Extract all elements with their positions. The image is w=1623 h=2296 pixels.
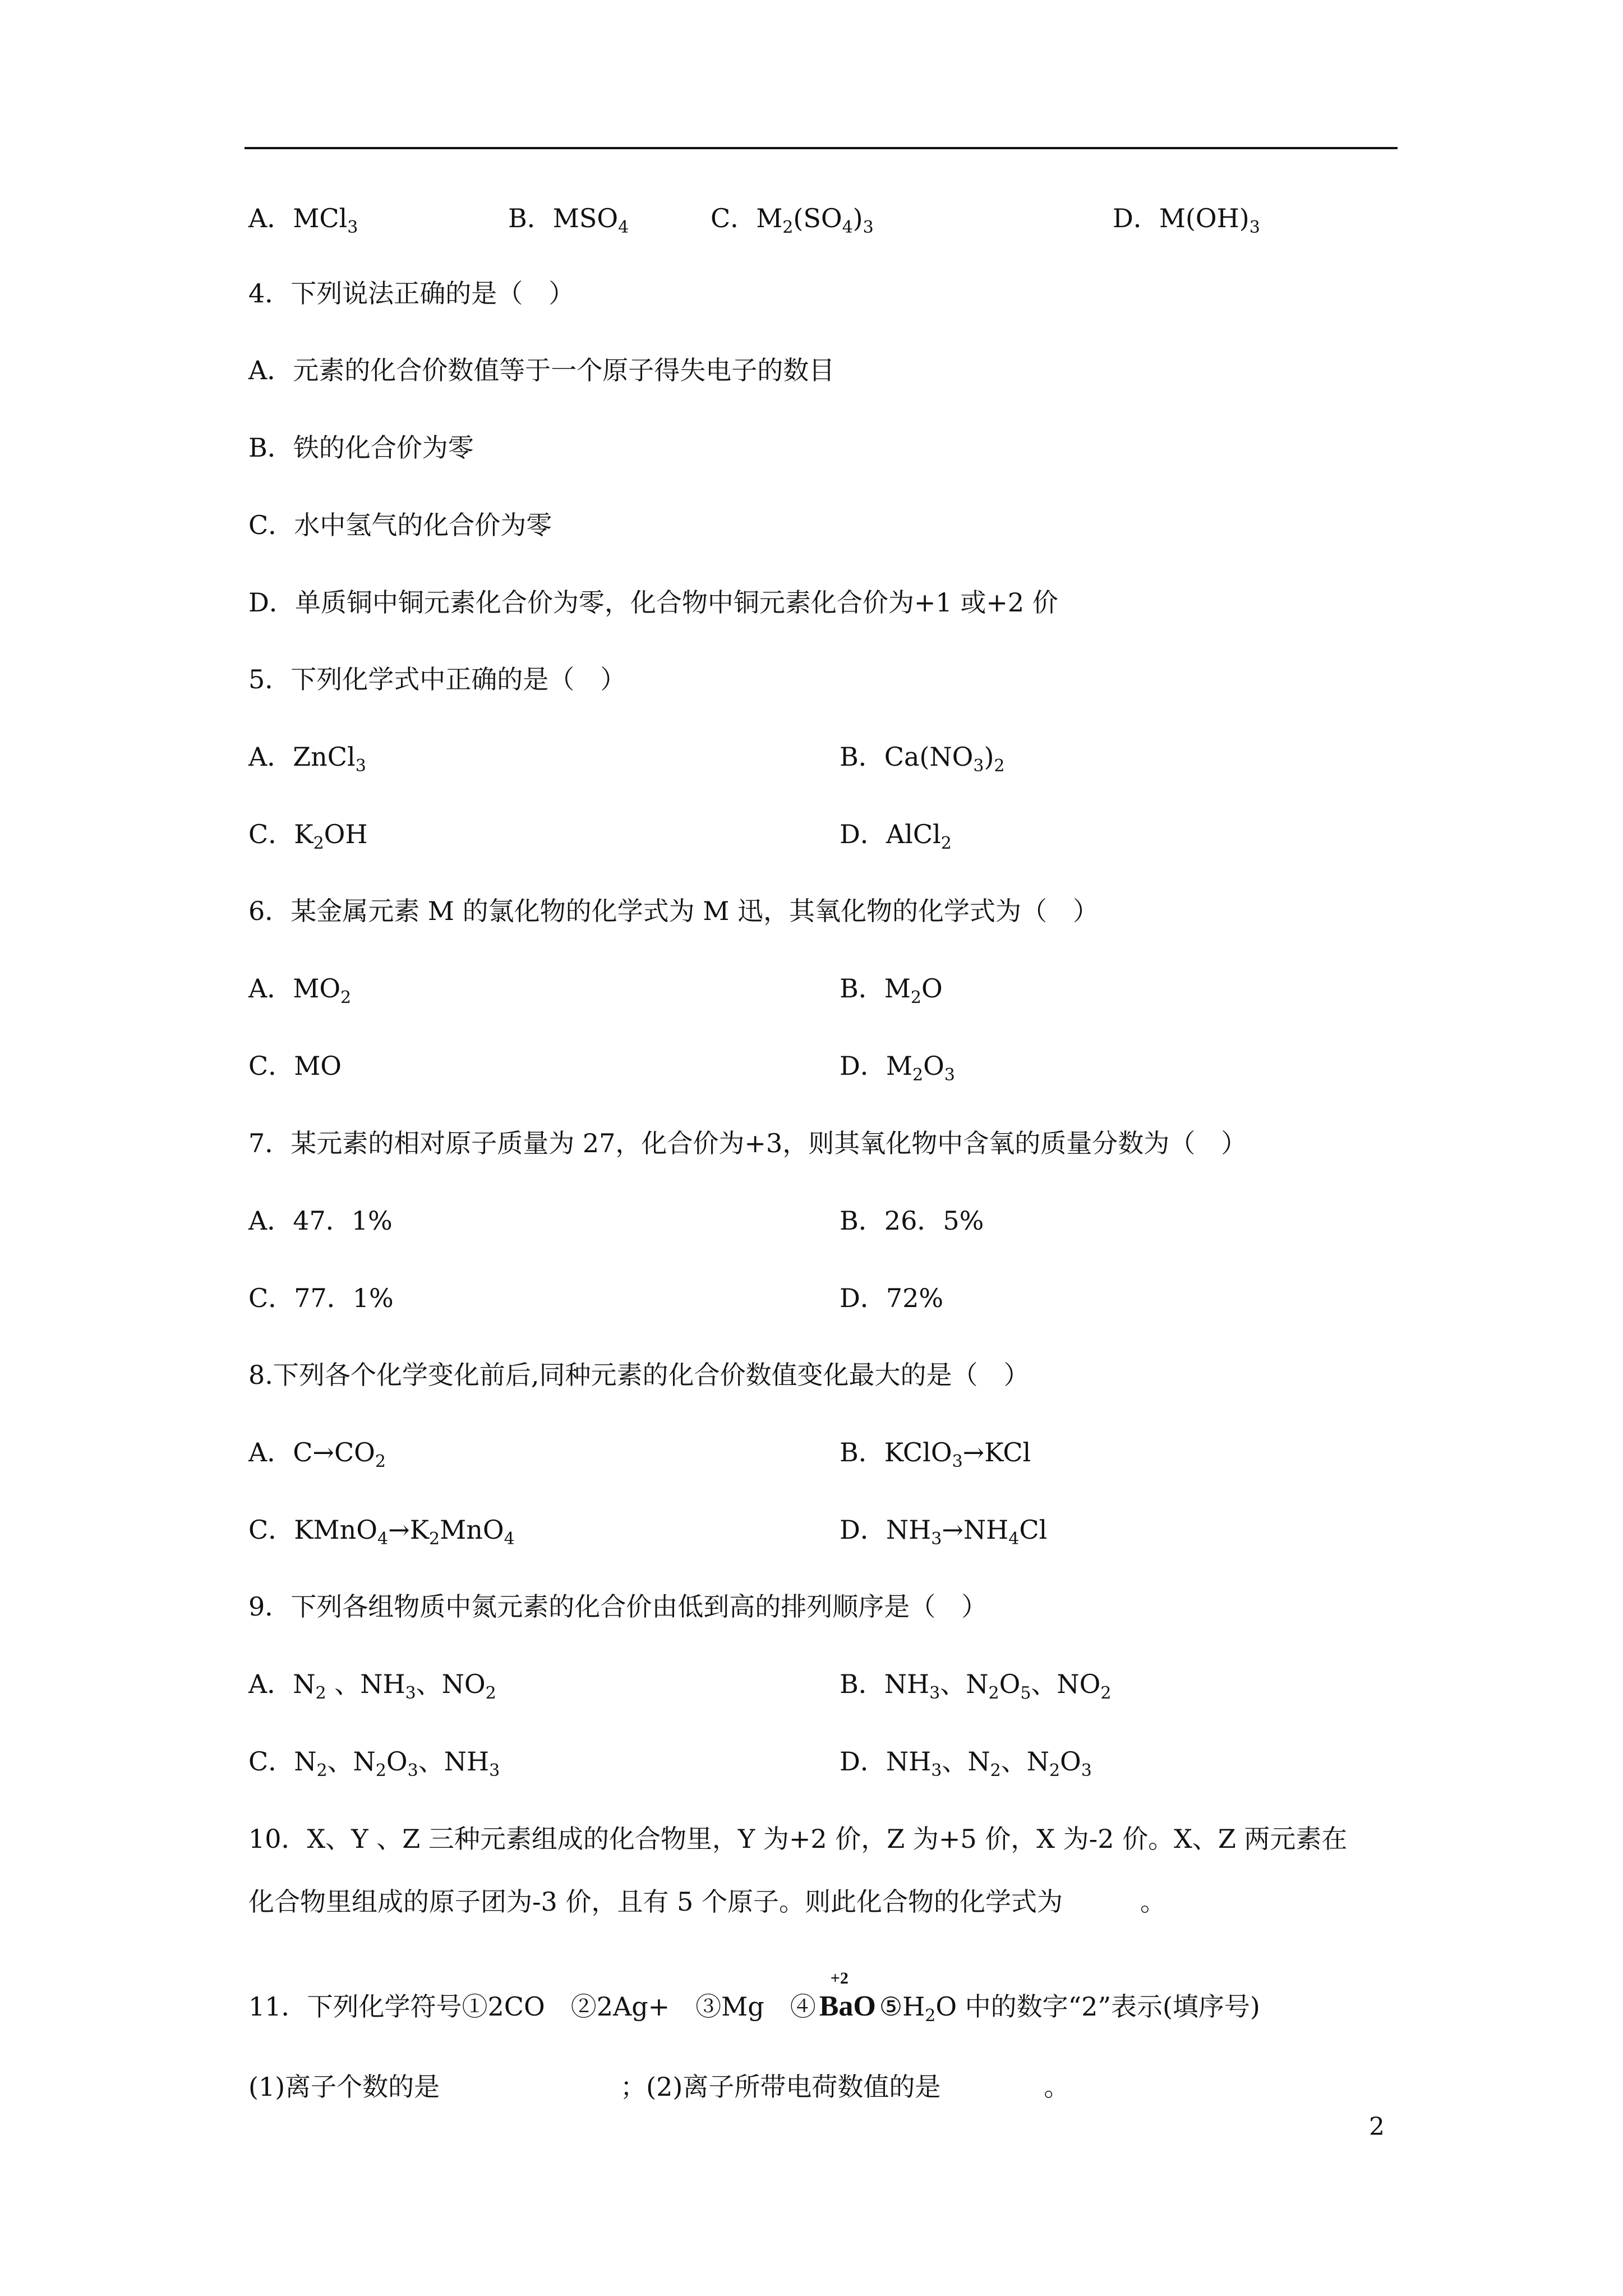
q5-option-b: B．$Ca(NO_3)_2$ (840, 742, 1005, 776)
q5-option-a: A．ZnCl$_3$ (248, 742, 366, 776)
q11-stem: 11．下列化学符号①2CO ②2Ag+ ③Mg ④ +2 BaO $⑤H_2O$ 中的数字“2”表示(填序号) (248, 1969, 1260, 2026)
q6-option-c: C．MO (248, 1051, 342, 1081)
q10-line-2: 化合物里组成的原子团为-3 价，且有 5 个原子。则此化合物的化学式为 。 (248, 1887, 1166, 1917)
q8-option-d: D．$NH_3\to NH_4Cl$ (840, 1515, 1048, 1549)
q7-option-a: A．47．1% (248, 1205, 393, 1236)
q7-option-d: D．72% (840, 1283, 944, 1313)
q3-option-d: D．$M(OH)_3$ (1113, 203, 1260, 237)
q3-option-c: C．$M_2(SO_4)_3$ (711, 203, 874, 237)
q3-option-b: B．$MSO_4$ (508, 203, 629, 237)
q8-stem: 8.下列各个化学变化前后,同种元素的化合价数值变化最大的是（ ） (248, 1360, 1030, 1390)
bao-valence-notation: +2 BaO (819, 1969, 876, 2022)
header-rule (245, 147, 1398, 149)
q6-option-a: A．$MO_2$ (248, 973, 352, 1007)
q4-option-c: C．水中氢气的化合价为零 (248, 510, 552, 540)
q3-option-a: A．MCl$_3$ (248, 203, 358, 237)
q6-option-b: B．$M_2O$ (840, 973, 943, 1007)
q9-option-d: D．$NH_3$、$N_2$、$N_2O_3$ (840, 1746, 1092, 1780)
q7-option-b: B．26．5% (840, 1205, 984, 1236)
q9-option-b: B．$NH_3$、$N_2O_5$、$NO_2$ (840, 1669, 1112, 1703)
q11-subquestions: (1)离子个数的是 ；(2)离子所带电荷数值的是 。 (248, 2072, 1070, 2102)
q6-option-d: D．$M_2O_3$ (840, 1051, 955, 1085)
q4-option-d: D．单质铜中铜元素化合价为零，化合物中铜元素化合价为+1 或+2 价 (248, 587, 1058, 618)
q9-option-a: A．$N_2$ 、$NH_3$、$NO_2$ (248, 1669, 496, 1703)
q8-option-a: A．$C\to CO_2$ (248, 1437, 386, 1471)
q7-option-c: C．77．1% (248, 1283, 394, 1313)
q4-option-a: A．元素的化合价数值等于一个原子得失电子的数目 (248, 355, 835, 385)
q8-option-c: C．$KMnO_4\to K_2MnO_4$ (248, 1515, 515, 1549)
q5-stem: 5．下列化学式中正确的是（ ） (248, 664, 626, 694)
page-number: 2 (1369, 2113, 1385, 2141)
q5-option-d: D．AlCl$_2$ (840, 819, 952, 853)
q4-option-b: B．铁的化合价为零 (248, 432, 474, 463)
q10-line-1: 10．X、Y 、Z 三种元素组成的化合物里，Y 为+2 价，Z 为+5 价，X 为-2 价。X、Z 两元素在 (248, 1824, 1348, 1854)
q9-option-c: C．$N_2$、$N_2O_3$、$NH_3$ (248, 1746, 500, 1780)
q4-stem: 4．下列说法正确的是（ ） (248, 278, 575, 309)
q7-stem: 7．某元素的相对原子质量为 27，化合价为+3，则其氧化物中含氧的质量分数为（ ） (248, 1128, 1247, 1158)
q5-option-c: C．$K_2OH$ (248, 819, 368, 853)
q6-stem: 6．某金属元素 M 的氯化物的化学式为 M 迅，其氧化物的化学式为（ ） (248, 896, 1099, 926)
q9-stem: 9．下列各组物质中氮元素的化合价由低到高的排列顺序是（ ） (248, 1591, 988, 1622)
q8-option-b: B．KClO$_3$→KCl (840, 1437, 1031, 1471)
